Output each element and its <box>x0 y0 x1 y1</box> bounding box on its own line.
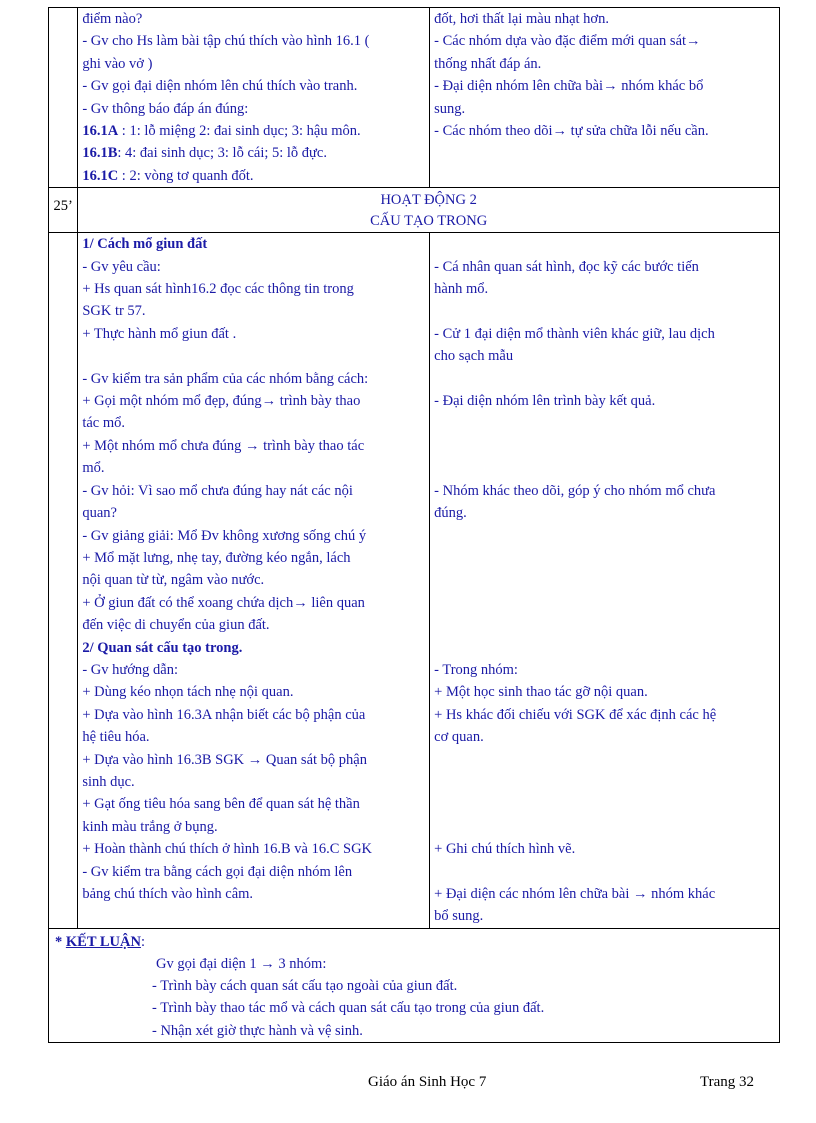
student-line: + Hs khác đối chiếu với SGK để xác định các hệ <box>434 706 717 723</box>
activity-duration: 25’ <box>53 198 73 215</box>
answer-text: : 1: lỗ miệng 2: đai sinh dục; 3: hậu môn. <box>118 123 361 140</box>
teacher-line: - Gv kiểm tra bằng cách gọi đại diện nhóm lên <box>82 863 353 880</box>
conclusion-intro: Gv gọi đại diện 1 → 3 nhóm: <box>156 955 327 972</box>
teacher-activities-cell <box>78 8 430 188</box>
student-line <box>434 793 775 815</box>
student-line: thống nhất đáp án. <box>434 55 542 72</box>
student-line <box>434 457 775 479</box>
student-line: + Một học sinh thao tác gỡ nội quan. <box>434 684 648 701</box>
teacher-line: - Gv cho Hs làm bài tập chú thích vào hình 16.1 ( <box>82 33 370 50</box>
conclusion-colon: : <box>140 933 145 950</box>
teacher-line: nội quan từ từ, ngâm vào nước. <box>82 572 265 589</box>
conclusion-row <box>49 928 780 1043</box>
student-activities-cell <box>430 233 780 928</box>
teacher-line: điểm nào? <box>82 11 143 27</box>
teacher-line: SGK tr 57. <box>82 303 146 320</box>
conclusion-items <box>55 975 773 1042</box>
student-line: cơ quan. <box>434 729 484 745</box>
student-line: sung. <box>434 100 466 117</box>
student-line <box>434 636 775 658</box>
conclusion-title: KẾT LUẬN <box>65 933 141 950</box>
student-line <box>434 771 775 793</box>
teacher-line: + Mổ mặt lưng, nhẹ tay, đường kéo ngắn, lách <box>82 549 351 566</box>
student-line: - Các nhóm theo dõi→ tự sửa chữa lỗi nếu cần. <box>434 123 709 140</box>
teacher-line: đến việc di chuyển của giun đất. <box>82 617 270 634</box>
footer-page-number: Trang 32 <box>700 1074 755 1090</box>
teacher-line: + Dựa vào hình 16.3B SGK → Quan sát bộ phận <box>82 751 367 768</box>
teacher-line: + Hoàn thành chú thích ở hình 16.B và 16.C SGK <box>82 841 373 858</box>
student-line: - Cử 1 đại diện mổ thành viên khác giữ, lau dịch <box>434 325 715 342</box>
teacher-line: - Gv thông báo đáp án đúng: <box>82 100 249 117</box>
teacher-line <box>82 142 425 164</box>
teacher-line: + Gạt ống tiêu hóa sang bên để quan sát hệ thần <box>82 796 360 813</box>
answer-text: : 4: đai sinh dục; 3: lỗ cái; 5: lỗ đực. <box>117 145 327 162</box>
main-row <box>49 233 780 928</box>
teacher-line: ghi vào vở ) <box>82 55 153 72</box>
student-line: bổ sung. <box>434 908 484 925</box>
conclusion-item: - Trình bày thao tác mổ và cách quan sát cấu tạo trong của giun đất. <box>152 1000 545 1017</box>
teacher-line: kinh màu trắng ở bụng. <box>82 818 218 835</box>
conclusion-item: - Nhận xét giờ thực hành và vệ sinh. <box>152 1022 363 1039</box>
student-activities-cell <box>430 8 780 188</box>
teacher-line: sinh dục. <box>82 773 135 790</box>
student-line <box>434 860 775 882</box>
teacher-line: bảng chú thích vào hình câm. <box>82 886 254 903</box>
student-line <box>434 592 775 614</box>
time-cell <box>49 233 78 928</box>
student-line <box>434 435 775 457</box>
teacher-activities-cell <box>78 233 430 928</box>
student-line <box>434 300 775 322</box>
teacher-line: - Gv yêu cầu: <box>82 258 161 275</box>
conclusion-item: - Trình bày cách quan sát cấu tạo ngoài của giun đất. <box>152 977 458 994</box>
teacher-line: + Ở giun đất có thể xoang chứa dịch→ liên quan <box>82 594 365 611</box>
student-line: - Trong nhóm: <box>434 661 518 678</box>
student-line <box>434 569 775 591</box>
teacher-line: + Dựa vào hình 16.3A nhận biết các bộ phận của <box>82 706 366 723</box>
footer-document-title: Giáo án Sinh Học 7 <box>368 1074 487 1090</box>
conclusion-marker: * <box>55 933 66 950</box>
teacher-line: hệ tiêu hóa. <box>82 729 150 746</box>
teacher-line: + Hs quan sát hình16.2 đọc các thông tin trong <box>82 281 354 298</box>
teacher-line <box>82 120 425 142</box>
teacher-line <box>82 165 425 187</box>
teacher-line: - Gv hướng dẫn: <box>82 661 178 678</box>
conclusion-cell <box>49 928 780 1043</box>
teacher-line: + Dùng kéo nhọn tách nhẹ nội quan. <box>82 684 294 701</box>
student-line <box>434 524 775 546</box>
student-line: + Ghi chú thích hình vẽ. <box>434 840 576 857</box>
activity-heading-cell <box>78 188 780 233</box>
lesson-plan-table <box>48 7 780 1043</box>
activity-subtitle: CẤU TẠO TRONG <box>370 213 488 230</box>
answer-label: 16.1C <box>82 167 119 184</box>
time-cell <box>49 8 78 188</box>
student-line: + Đại diện các nhóm lên chữa bài → nhóm khác <box>434 885 716 902</box>
time-cell <box>49 188 78 233</box>
student-line <box>434 233 775 255</box>
answer-label: 16.1B <box>82 145 118 162</box>
student-line: - Nhóm khác theo dõi, góp ý cho nhóm mổ chưa <box>434 482 716 499</box>
teacher-line <box>82 345 425 367</box>
answer-label: 16.1A <box>82 123 119 140</box>
student-line: - Các nhóm dựa vào đặc điểm mới quan sát→ <box>434 33 701 50</box>
teacher-line: + Một nhóm mổ chưa đúng → trình bày thao tác <box>82 437 365 454</box>
student-line <box>434 547 775 569</box>
section-heading: 1/ Cách mổ giun đất <box>82 236 208 253</box>
student-line <box>434 412 775 434</box>
page-footer <box>0 1074 816 1096</box>
teacher-line: - Gv hỏi: Vì sao mổ chưa đúng hay nát các nội <box>82 482 353 499</box>
student-line: - Đại diện nhóm lên chữa bài→ nhóm khác bổ <box>434 78 704 95</box>
teacher-line: - Gv gọi đại diện nhóm lên chú thích vào tranh. <box>82 78 358 95</box>
teacher-line: quan? <box>82 505 117 522</box>
teacher-line: + Gọi một nhóm mổ đẹp, đúng→ trình bày thao <box>82 393 361 410</box>
student-line <box>434 748 775 770</box>
activity-title: HOẠT ĐỘNG 2 <box>380 192 477 209</box>
student-line: cho sạch mẫu <box>434 348 514 365</box>
teacher-line: - Gv kiểm tra sản phẩm của các nhóm bằng cách: <box>82 370 369 387</box>
answer-text: : 2: vòng tơ quanh đốt. <box>118 167 254 184</box>
student-line: hành mổ. <box>434 281 489 298</box>
conclusion-heading <box>55 929 773 953</box>
student-line: - Đại diện nhóm lên trình bày kết quả. <box>434 393 656 410</box>
student-line: đốt, hơi thất lại màu nhạt hơn. <box>434 11 609 27</box>
teacher-line: - Gv giảng giải: Mổ Đv không xương sống chú ý <box>82 527 367 544</box>
teacher-line: mổ. <box>82 460 105 477</box>
student-line <box>434 816 775 838</box>
top-row <box>49 8 780 188</box>
teacher-line: + Thực hành mổ giun đất . <box>82 325 237 342</box>
student-line: - Cá nhân quan sát hình, đọc kỹ các bước tiến <box>434 258 699 275</box>
student-line: đúng. <box>434 505 467 522</box>
activity-header-row <box>49 188 780 233</box>
teacher-line: tác mổ. <box>82 415 125 432</box>
student-line <box>434 614 775 636</box>
student-line <box>434 368 775 390</box>
section-heading: 2/ Quan sát cấu tạo trong. <box>82 639 243 656</box>
